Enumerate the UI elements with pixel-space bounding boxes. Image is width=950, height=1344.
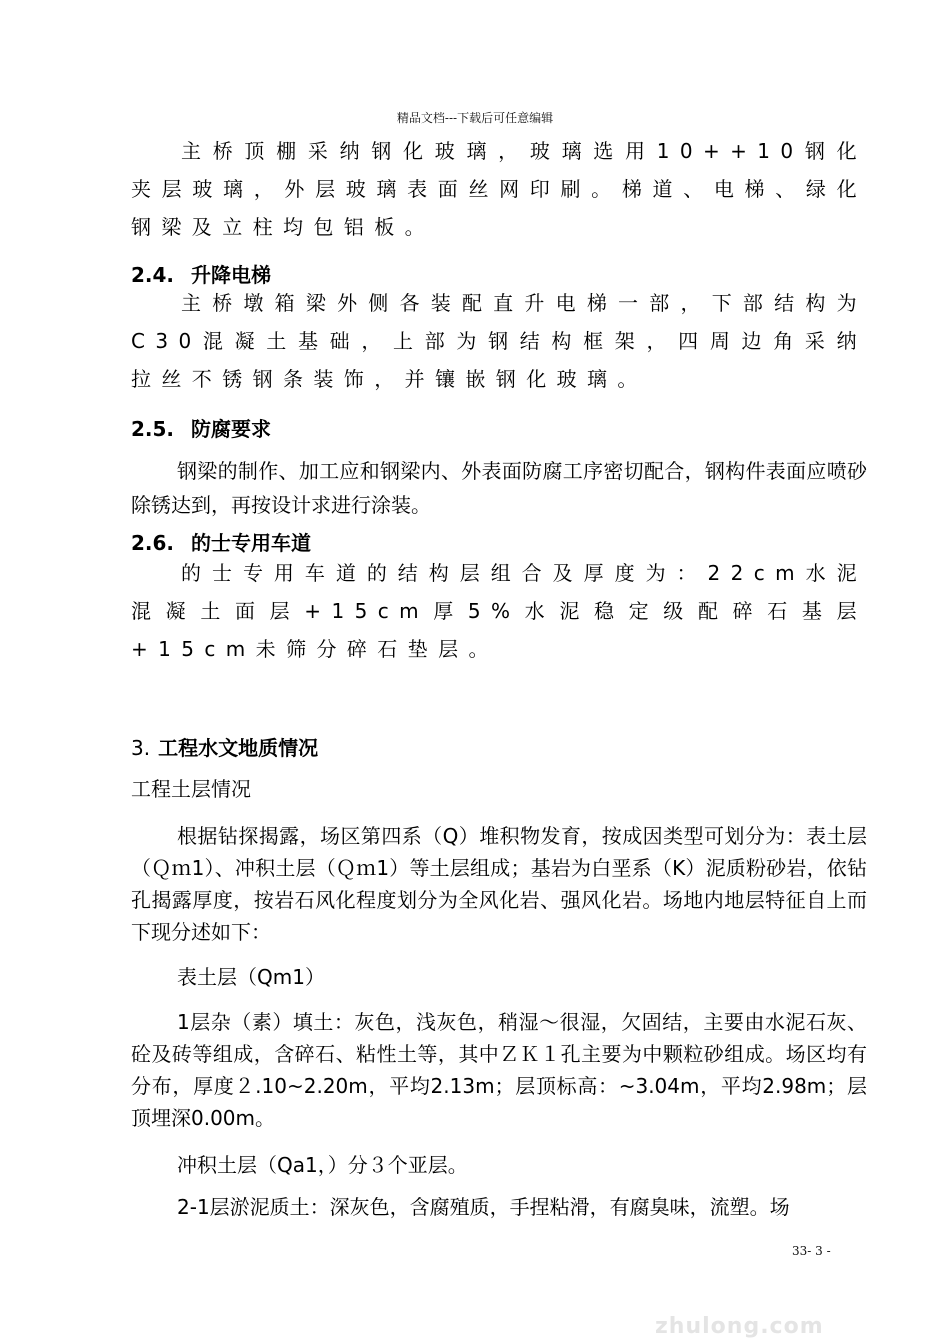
- watermark-text: zhulong.com: [655, 1314, 824, 1339]
- paragraph-alluvial: 冲积土层（Qa1，）分３个亚层。: [177, 1153, 468, 1177]
- paragraph-roof-glass: 主桥顶棚采纳钢化玻璃，玻璃选用10++10钢化夹层玻璃，外层玻璃表面丝网印刷。梯道、电梯、绿化钢梁及立柱均包铝板。: [131, 139, 867, 239]
- section-heading-2-5: [131, 412, 867, 446]
- section-heading-3: [131, 728, 867, 768]
- page-number: 33- 3 -: [792, 1244, 831, 1258]
- paragraph-drilling: 根据钻探揭露，场区第四系（Q）堆积物发育，按成因类型可划分为：表土层（Ｑｍ1）、冲积土层（Ｑｍ1）等土层组成；基岩为白垩系（K）泥质粉砂岩，依钻孔揭露厚度，按岩石风化程度划分为全风化岩、强风化岩。场地内地层特征自上而下现分述如下：: [131, 824, 867, 944]
- paragraph-elevator: 主桥墩箱梁外侧各装配直升电梯一部，下部结构为C30混凝土基础，上部为钢结构框架，四周边角采纳拉丝不锈钢条装饰，并镶嵌钢化玻璃。: [131, 291, 867, 391]
- section-number: 3.: [131, 736, 151, 760]
- paragraph-anticorrosion: 钢梁的制作、加工应和钢梁内、外表面防腐工序密切配合，钢构件表面应喷砂除锈达到，再按设计求进行涂装。: [131, 459, 867, 517]
- document-body: [131, 132, 867, 1228]
- paragraph-silt: 2-1层淤泥质土：深灰色，含腐殖质，手捏粘滑，有腐臭味，流塑。场: [177, 1195, 790, 1219]
- section-number: 2.4.: [131, 263, 175, 287]
- paragraph-taxi-lane: 的士专用车道的结构层组合及厚度为：22cm水泥混凝土面层+15cm厚5%水泥稳定级配碎石基层+15cm未筛分碎石垫层。: [131, 561, 867, 661]
- subsection-title: 工程土层情况: [131, 777, 251, 801]
- page-header: 精品文档---下载后可任意编辑: [396, 111, 554, 125]
- paragraph-topsoil-title: 表土层（Qm1）: [177, 965, 325, 989]
- section-title: 工程水文地质情况: [158, 736, 319, 760]
- section-title: 防腐要求: [191, 417, 271, 441]
- section-title: 的士专用车道: [191, 531, 311, 555]
- section-number: 2.6.: [131, 531, 175, 555]
- section-title: 升降电梯: [191, 263, 271, 287]
- paragraph-fill-soil: 1层杂（素）填土：灰色，浅灰色，稍湿～很湿，欠固结，主要由水泥石灰、砼及砖等组成，含碎石、粘性土等，其中ＺＫ１孔主要为中颗粒砂组成。场区均有分布，厚度２.10~2.20m，平均2.13m；层顶标高：~3.04m，平均2.98m；层顶埋深0.00m。: [131, 1010, 867, 1130]
- section-number: 2.5.: [131, 417, 175, 441]
